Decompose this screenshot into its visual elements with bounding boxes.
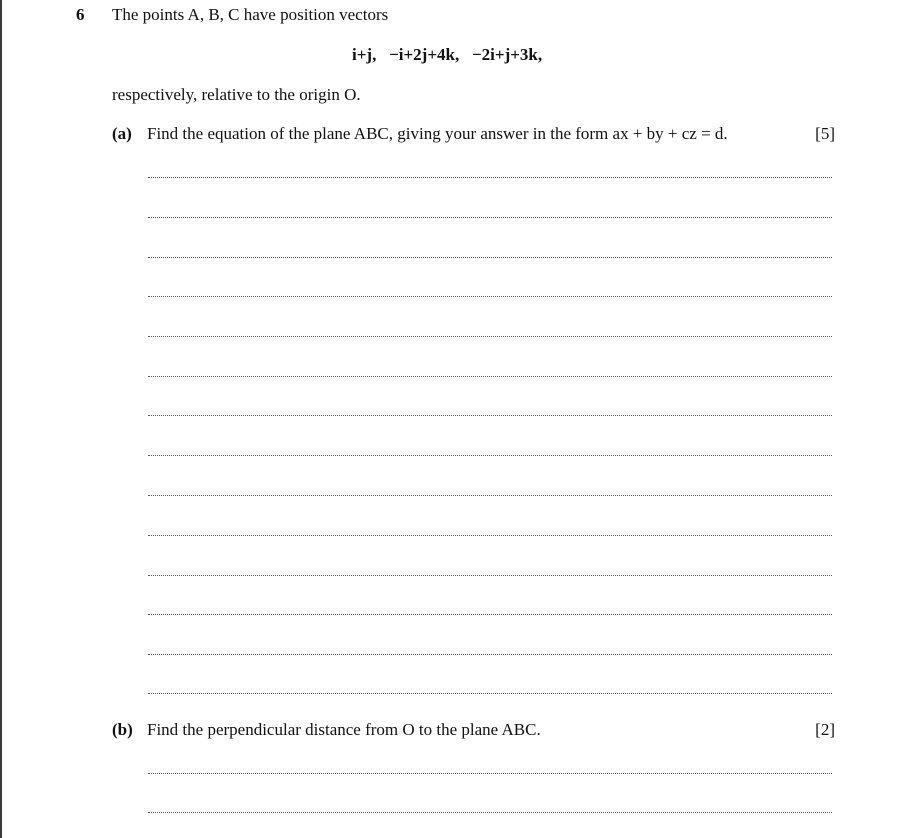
answer-line[interactable] xyxy=(148,773,832,774)
answer-line[interactable] xyxy=(148,217,832,218)
part-b-text: Find the perpendicular distance from O to the plane ABC. xyxy=(147,720,541,739)
part-a-label: (a) xyxy=(112,124,132,143)
answer-line[interactable] xyxy=(148,376,832,377)
answer-line[interactable] xyxy=(148,296,832,297)
answer-line[interactable] xyxy=(148,455,832,456)
answer-line[interactable] xyxy=(148,177,832,178)
answer-line[interactable] xyxy=(148,415,832,416)
relative-origin-text: respectively, relative to the origin O. xyxy=(112,85,361,104)
answer-line[interactable] xyxy=(148,257,832,258)
part-b-marks: [2] xyxy=(815,720,835,739)
answer-line[interactable] xyxy=(148,693,832,694)
answer-line[interactable] xyxy=(148,812,832,813)
answer-line[interactable] xyxy=(148,495,832,496)
answer-line[interactable] xyxy=(148,535,832,536)
page-margin-rule xyxy=(0,0,2,838)
answer-line[interactable] xyxy=(148,336,832,337)
part-a-text: Find the equation of the plane ABC, giving your answer in the form ax + by + cz = d. xyxy=(147,124,728,143)
position-vectors: i+j, −i+2j+4k, −2i+j+3k, xyxy=(352,45,543,64)
answer-line[interactable] xyxy=(148,614,832,615)
question-number: 6 xyxy=(76,5,85,24)
question-intro: The points A, B, C have position vectors xyxy=(112,5,389,24)
part-a-marks: [5] xyxy=(815,124,835,143)
part-b-label: (b) xyxy=(112,720,133,739)
answer-line[interactable] xyxy=(148,654,832,655)
answer-line[interactable] xyxy=(148,575,832,576)
